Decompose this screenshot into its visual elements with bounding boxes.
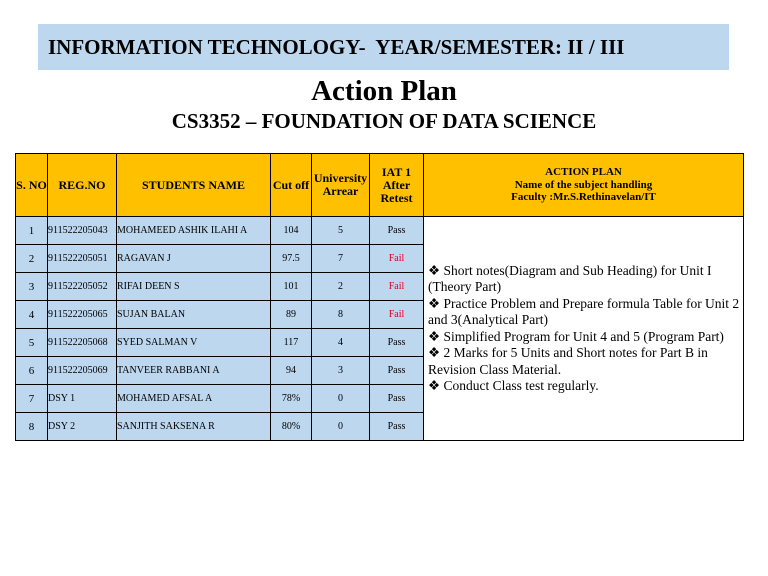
cell-student-name: MOHAMEED ASHIK ILAHI A <box>117 217 271 245</box>
action-point: ❖ 2 Marks for 5 Units and Short notes for Part B in Revision Class Material. <box>428 345 708 377</box>
table-header-row <box>16 154 744 217</box>
action-point: ❖ Practice Problem and Prepare formula Table for Unit 2 and 3(Analytical Part) <box>428 295 740 327</box>
cell-arrear: 3 <box>312 357 370 385</box>
cell-cutoff: 101 <box>271 273 312 301</box>
cell-regno: 911522205069 <box>48 357 117 385</box>
cell-arrear: 8 <box>312 301 370 329</box>
department-banner: INFORMATION TECHNOLOGY- YEAR/SEMESTER: II / III <box>38 24 729 70</box>
cell-sno: 3 <box>16 273 48 301</box>
page-title: Action Plan <box>311 75 457 107</box>
cell-regno: 911522205043 <box>48 217 117 245</box>
cell-regno: DSY 2 <box>48 413 117 441</box>
cell-result: Fail <box>370 245 424 273</box>
cell-result: Pass <box>370 385 424 413</box>
cell-result: Pass <box>370 413 424 441</box>
cell-arrear: 0 <box>312 385 370 413</box>
cell-sno: 6 <box>16 357 48 385</box>
col-header-university-arrear: University Arrear <box>312 154 370 217</box>
cell-regno: 911522205052 <box>48 273 117 301</box>
cell-sno: 8 <box>16 413 48 441</box>
cell-arrear: 7 <box>312 245 370 273</box>
col-header-iat1-after-retest: IAT 1 After Retest <box>370 154 424 217</box>
cell-student-name: SYED SALMAN V <box>117 329 271 357</box>
cell-regno: 911522205051 <box>48 245 117 273</box>
col-header-student-name: STUDENTS NAME <box>117 154 271 217</box>
cell-student-name: SANJITH SAKSENA R <box>117 413 271 441</box>
cell-arrear: 5 <box>312 217 370 245</box>
cell-cutoff: 117 <box>271 329 312 357</box>
action-point: ❖ Conduct Class test regularly. <box>428 378 599 393</box>
action-point: ❖ Short notes(Diagram and Sub Heading) for Unit I (Theory Part) <box>428 262 712 294</box>
cell-sno: 2 <box>16 245 48 273</box>
cell-regno: 911522205065 <box>48 301 117 329</box>
action-plan-notes <box>424 217 744 441</box>
cell-result: Fail <box>370 273 424 301</box>
table-row <box>16 217 744 245</box>
faculty-name: Faculty :Mr.S.Rethinavelan/IT <box>511 191 656 204</box>
col-header-cutoff: Cut off <box>271 154 312 217</box>
cell-result: Pass <box>370 329 424 357</box>
cell-cutoff: 78% <box>271 385 312 413</box>
cell-cutoff: 80% <box>271 413 312 441</box>
cell-sno: 5 <box>16 329 48 357</box>
col-header-regno: REG.NO <box>48 154 117 217</box>
cell-student-name: RIFAI DEEN S <box>117 273 271 301</box>
cell-cutoff: 97.5 <box>271 245 312 273</box>
cell-arrear: 2 <box>312 273 370 301</box>
cell-regno: 911522205068 <box>48 329 117 357</box>
cell-cutoff: 94 <box>271 357 312 385</box>
subject-handling-label: Name of the subject handling <box>514 178 653 191</box>
cell-result: Fail <box>370 301 424 329</box>
action-point: ❖ Simplified Program for Unit 4 and 5 (Program Part) <box>428 328 724 344</box>
cell-sno: 1 <box>16 217 48 245</box>
cell-result: Pass <box>370 217 424 245</box>
cell-regno: DSY 1 <box>48 385 117 413</box>
action-plan-table <box>15 153 744 441</box>
action-plan-heading: ACTION PLAN <box>545 166 622 179</box>
cell-arrear: 4 <box>312 329 370 357</box>
cell-student-name: SUJAN BALAN <box>117 301 271 329</box>
col-header-sno: S. NO <box>16 154 48 217</box>
cell-student-name: RAGAVAN J <box>117 245 271 273</box>
cell-sno: 7 <box>16 385 48 413</box>
cell-cutoff: 89 <box>271 301 312 329</box>
cell-cutoff: 104 <box>271 217 312 245</box>
cell-student-name: MOHAMED AFSAL A <box>117 385 271 413</box>
cell-student-name: TANVEER RABBANI A <box>117 357 271 385</box>
cell-sno: 4 <box>16 301 48 329</box>
cell-arrear: 0 <box>312 413 370 441</box>
col-header-action-plan <box>424 154 744 217</box>
cell-result: Pass <box>370 357 424 385</box>
course-subtitle: CS3352 – FOUNDATION OF DATA SCIENCE <box>171 109 597 133</box>
